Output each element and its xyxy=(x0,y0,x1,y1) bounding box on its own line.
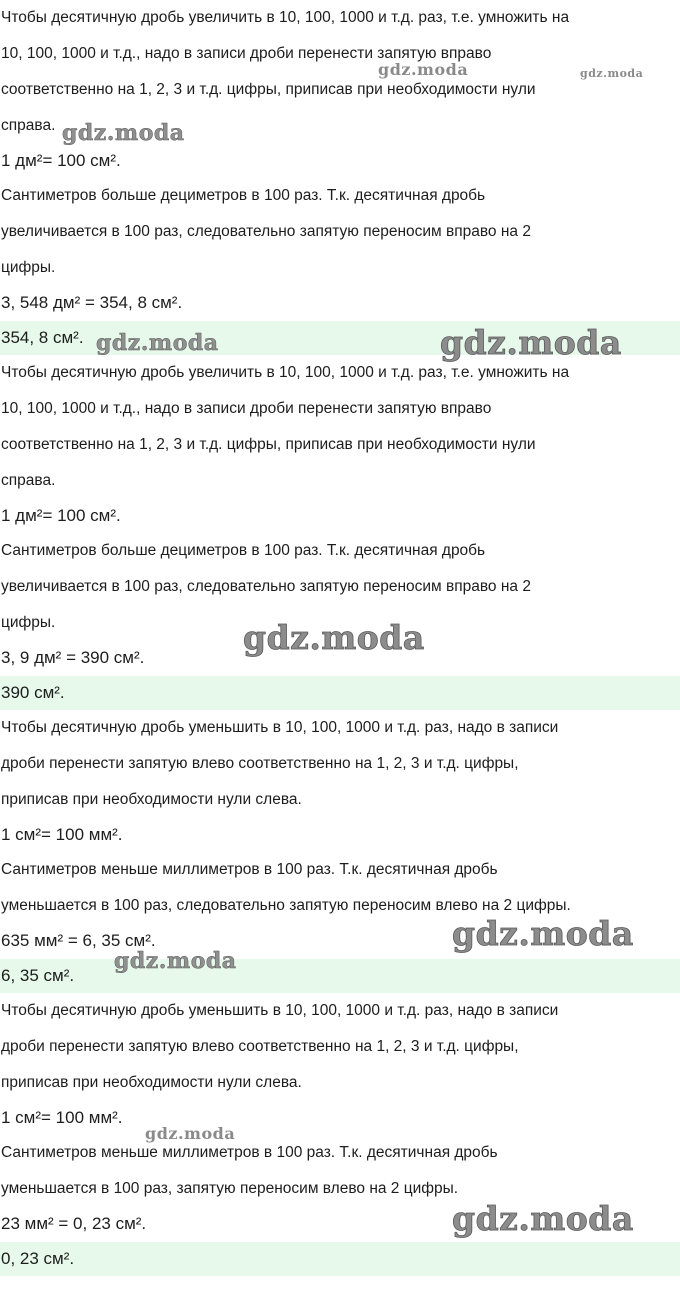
text-line: Сантиметров меньше миллиметров в 100 раз. Т.к. десятичная дробь xyxy=(1,861,498,878)
text-line: Сантиметров больше дециметров в 100 раз. Т.к. десятичная дробь xyxy=(1,187,486,204)
equation-line: 1 см²= 100 мм². xyxy=(1,1108,123,1127)
text-line: Чтобы десятичную дробь уменьшить в 10, 100, 1000 и т.д. раз, надо в записи xyxy=(1,719,559,736)
text-line: справа. xyxy=(1,472,56,489)
text-line: дроби перенести запятую влево соответственно на 1, 2, 3 и т.д. цифры, xyxy=(1,755,519,772)
equation-line: 3, 9 дм² = 390 см². xyxy=(1,648,145,667)
text-line: Сантиметров меньше миллиметров в 100 раз. Т.к. десятичная дробь xyxy=(1,1144,498,1161)
text-line: Чтобы десятичную дробь уменьшить в 10, 100, 1000 и т.д. раз, надо в записи xyxy=(1,1002,559,1019)
answer-line: 354, 8 см². xyxy=(0,321,680,355)
watermark: gdz.moda xyxy=(452,914,634,953)
equation-line: 1 дм²= 100 см². xyxy=(1,506,121,525)
watermark: gdz.moda xyxy=(114,948,237,974)
text-line: приписав при необходимости нули слева. xyxy=(1,791,302,808)
text-line: Чтобы десятичную дробь увеличить в 10, 100, 1000 и т.д. раз, т.е. умножить на xyxy=(1,364,570,381)
text-line: Сантиметров больше дециметров в 100 раз. Т.к. десятичная дробь xyxy=(1,542,486,559)
equation-line: 635 мм² = 6, 35 см². xyxy=(1,931,156,950)
text-line: цифры. xyxy=(1,614,56,631)
text-line: Чтобы десятичную дробь увеличить в 10, 100, 1000 и т.д. раз, т.е. умножить на xyxy=(1,9,570,26)
watermark: gdz.moda xyxy=(440,323,622,362)
text-line: 10, 100, 1000 и т.д., надо в записи дроби перенести запятую вправо xyxy=(1,45,492,62)
text-line: цифры. xyxy=(1,259,56,276)
watermark: gdz.moda xyxy=(145,1124,236,1143)
text-line: соответственно на 1, 2, 3 и т.д. цифры, приписав при необходимости нули xyxy=(1,81,536,98)
answer-line: 0, 23 см². xyxy=(0,1242,680,1276)
watermark: gdz.moda xyxy=(452,1199,634,1238)
equation-line: 3, 548 дм² = 354, 8 см². xyxy=(1,293,183,312)
text-line: дроби перенести запятую влево соответственно на 1, 2, 3 и т.д. цифры, xyxy=(1,1038,519,1055)
watermark: gdz.moda xyxy=(580,67,644,80)
watermark: gdz.moda xyxy=(378,60,469,79)
text-line: 10, 100, 1000 и т.д., надо в записи дроби перенести запятую вправо xyxy=(1,400,492,417)
watermark: gdz.moda xyxy=(96,330,219,356)
text-line: увеличивается в 100 раз, следовательно запятую переносим вправо на 2 xyxy=(1,223,531,240)
text-line: увеличивается в 100 раз, следовательно запятую переносим вправо на 2 xyxy=(1,578,531,595)
watermark: gdz.moda xyxy=(243,618,425,657)
watermark: gdz.moda xyxy=(62,120,185,146)
answer-line: 6, 35 см². xyxy=(0,959,680,993)
text-line: уменьшается в 100 раз, запятую переносим влево на 2 цифры. xyxy=(1,1180,459,1197)
equation-line: 23 мм² = 0, 23 см². xyxy=(1,1214,147,1233)
text-line: уменьшается в 100 раз, следовательно запятую переносим влево на 2 цифры. xyxy=(1,897,571,914)
text-line: справа. xyxy=(1,117,56,134)
equation-line: 1 см²= 100 мм². xyxy=(1,825,123,844)
text-line: соответственно на 1, 2, 3 и т.д. цифры, приписав при необходимости нули xyxy=(1,436,536,453)
equation-line: 1 дм²= 100 см². xyxy=(1,151,121,170)
text-line: приписав при необходимости нули слева. xyxy=(1,1074,302,1091)
answer-line: 390 см². xyxy=(0,676,680,710)
